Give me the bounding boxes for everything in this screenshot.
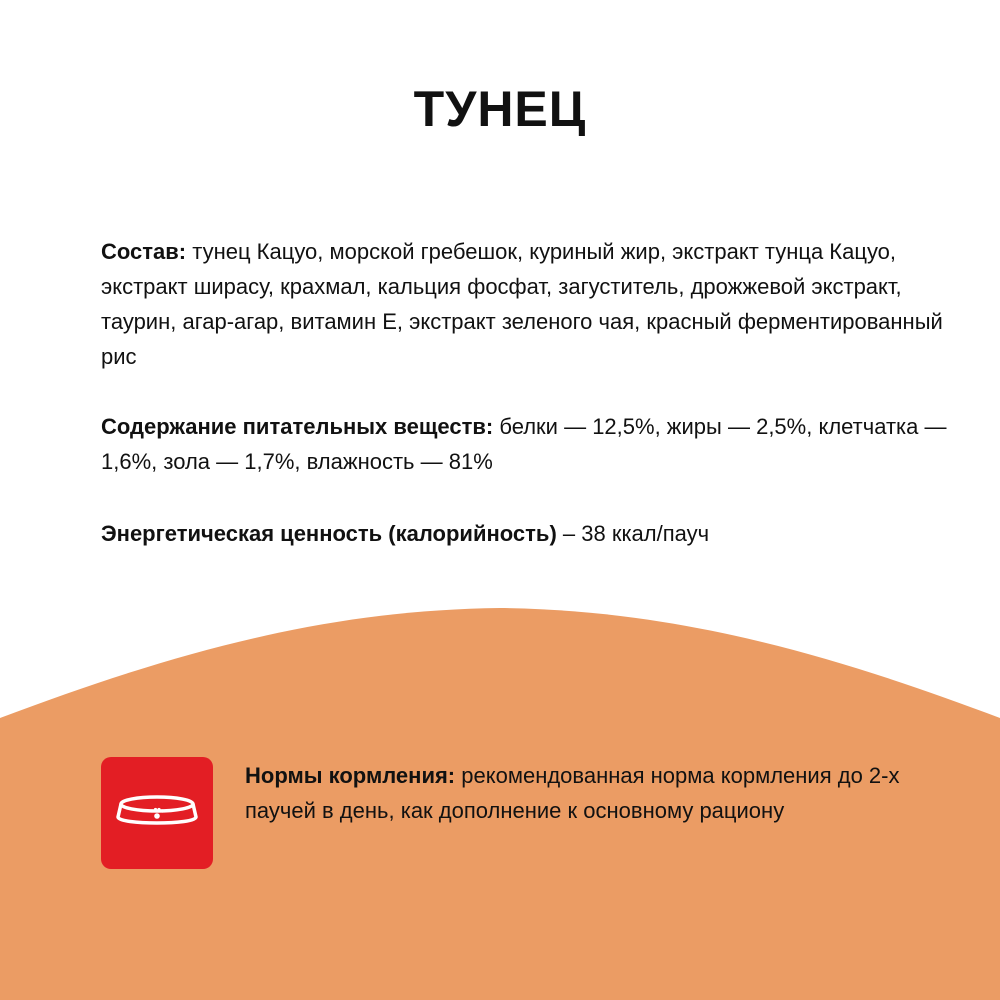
feeding-label: Нормы кормления:: [245, 763, 456, 788]
energy-section: [101, 516, 961, 551]
feeding-text: рекомендованная норма кормления до 2-х паучей в день, как дополнение к основному рациону: [245, 763, 900, 823]
energy-text: – 38 ккал/пауч: [556, 521, 710, 546]
pet-bowl-icon: [101, 757, 213, 869]
nutrients-label: Содержание питательных веществ:: [101, 414, 494, 439]
nutrients-section: [101, 409, 961, 479]
page-title: ТУНЕЦ: [413, 81, 587, 137]
feeding-section: [245, 758, 925, 828]
composition-text: тунец Кацуо, морской гребешок, куриный жир, экстракт тунца Кацуо, экстракт ширасу, крахмал, кальция фосфат, загуститель, дрожжевой экстракт, таурин, агар-агар, витамин Е, экстракт зеленого чая, красный ферментированный рис: [101, 239, 943, 369]
composition-label: Состав:: [101, 239, 187, 264]
nutrients-text: белки — 12,5%, жиры — 2,5%, клетчатка — 1,6%, зола — 1,7%, влажность — 81%: [101, 414, 947, 474]
energy-label: Энергетическая ценность (калорийность): [101, 521, 557, 546]
composition-section: [101, 234, 961, 374]
